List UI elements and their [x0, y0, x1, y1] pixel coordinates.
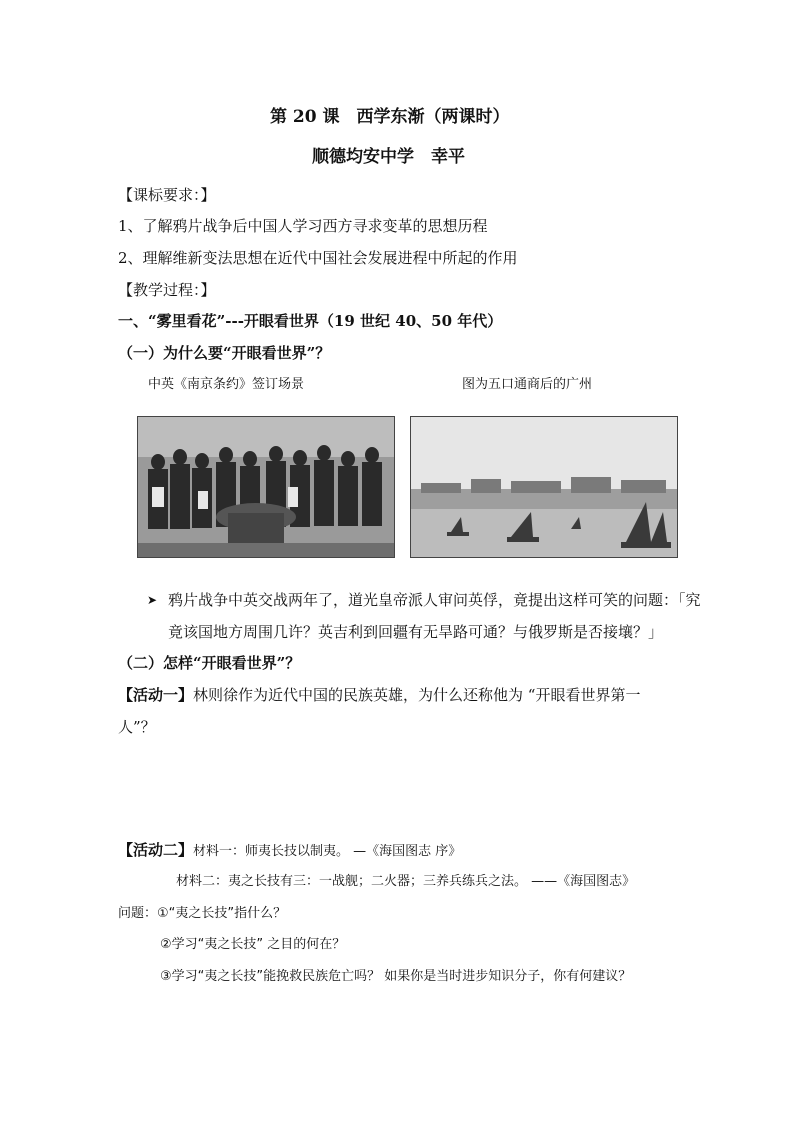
subheading-2: （二）怎样“开眼看世界”？: [118, 654, 301, 672]
question-3: ③学习“夷之长技”能挽救民族危亡吗？ 如果你是当时进步知识分子，你有何建议？: [160, 969, 632, 984]
requirement-1: 1、了解鸦片战争后中国人学习西方寻求变革的思想历程: [118, 217, 488, 235]
bullet-arrow-icon: ➤: [147, 593, 158, 607]
activity-2-line-1: [118, 839, 461, 863]
activity-1-line-2: 人”？: [118, 718, 156, 736]
caption-right: 图为五口通商后的广州: [462, 377, 593, 392]
caption-left: 中英《南京条约》签订场景: [148, 377, 305, 392]
section-requirements: 【课标要求：】: [118, 186, 216, 204]
activity-1-line-1: [118, 684, 640, 706]
question-1: 问题：①“夷之长技”指什么？: [118, 906, 287, 921]
requirement-2: 2、理解维新变法思想在近代中国社会发展进程中所起的作用: [118, 249, 518, 267]
question-2: ②学习“夷之长技” 之目的何在？: [160, 937, 346, 952]
bullet-text-line-1: 鸦片战争中英交战两年了，道光皇帝派人审问英俘，竟提出这样可笑的问题：「究: [168, 591, 701, 609]
section-process: 【教学过程：】: [118, 281, 216, 299]
author-line: 顺德均安中学 幸平: [312, 147, 465, 167]
activity-1-label: 【活动一】: [118, 686, 194, 704]
activity-1-text: 林则徐作为近代中国的民族英雄，为什么还称他为 “开眼看世界第一: [193, 686, 641, 704]
activity-2-label: 【活动二】: [118, 841, 194, 859]
activity-2-material-1: 材料一：师夷长技以制夷。 —《海国图志 序》: [193, 844, 462, 859]
lesson-title: 第 20 课 西学东渐（两课时）: [270, 107, 510, 127]
guangzhou-harbor-photo: [410, 416, 678, 558]
heading-1: 一、“雾里看花”---开眼看世界（19 世纪 40、50 年代）: [118, 312, 503, 330]
subheading-1: （一）为什么要“开眼看世界”？: [118, 344, 331, 362]
treaty-signing-photo: [137, 416, 395, 558]
bullet-text-line-2: 竟该国地方周围几许？英吉利到回疆有无旱路可通？与俄罗斯是否接壤？」: [168, 623, 664, 641]
activity-2-material-2: 材料二：夷之长技有三：一战舰；二火器；三养兵练兵之法。 ——《海国图志》: [176, 874, 636, 889]
